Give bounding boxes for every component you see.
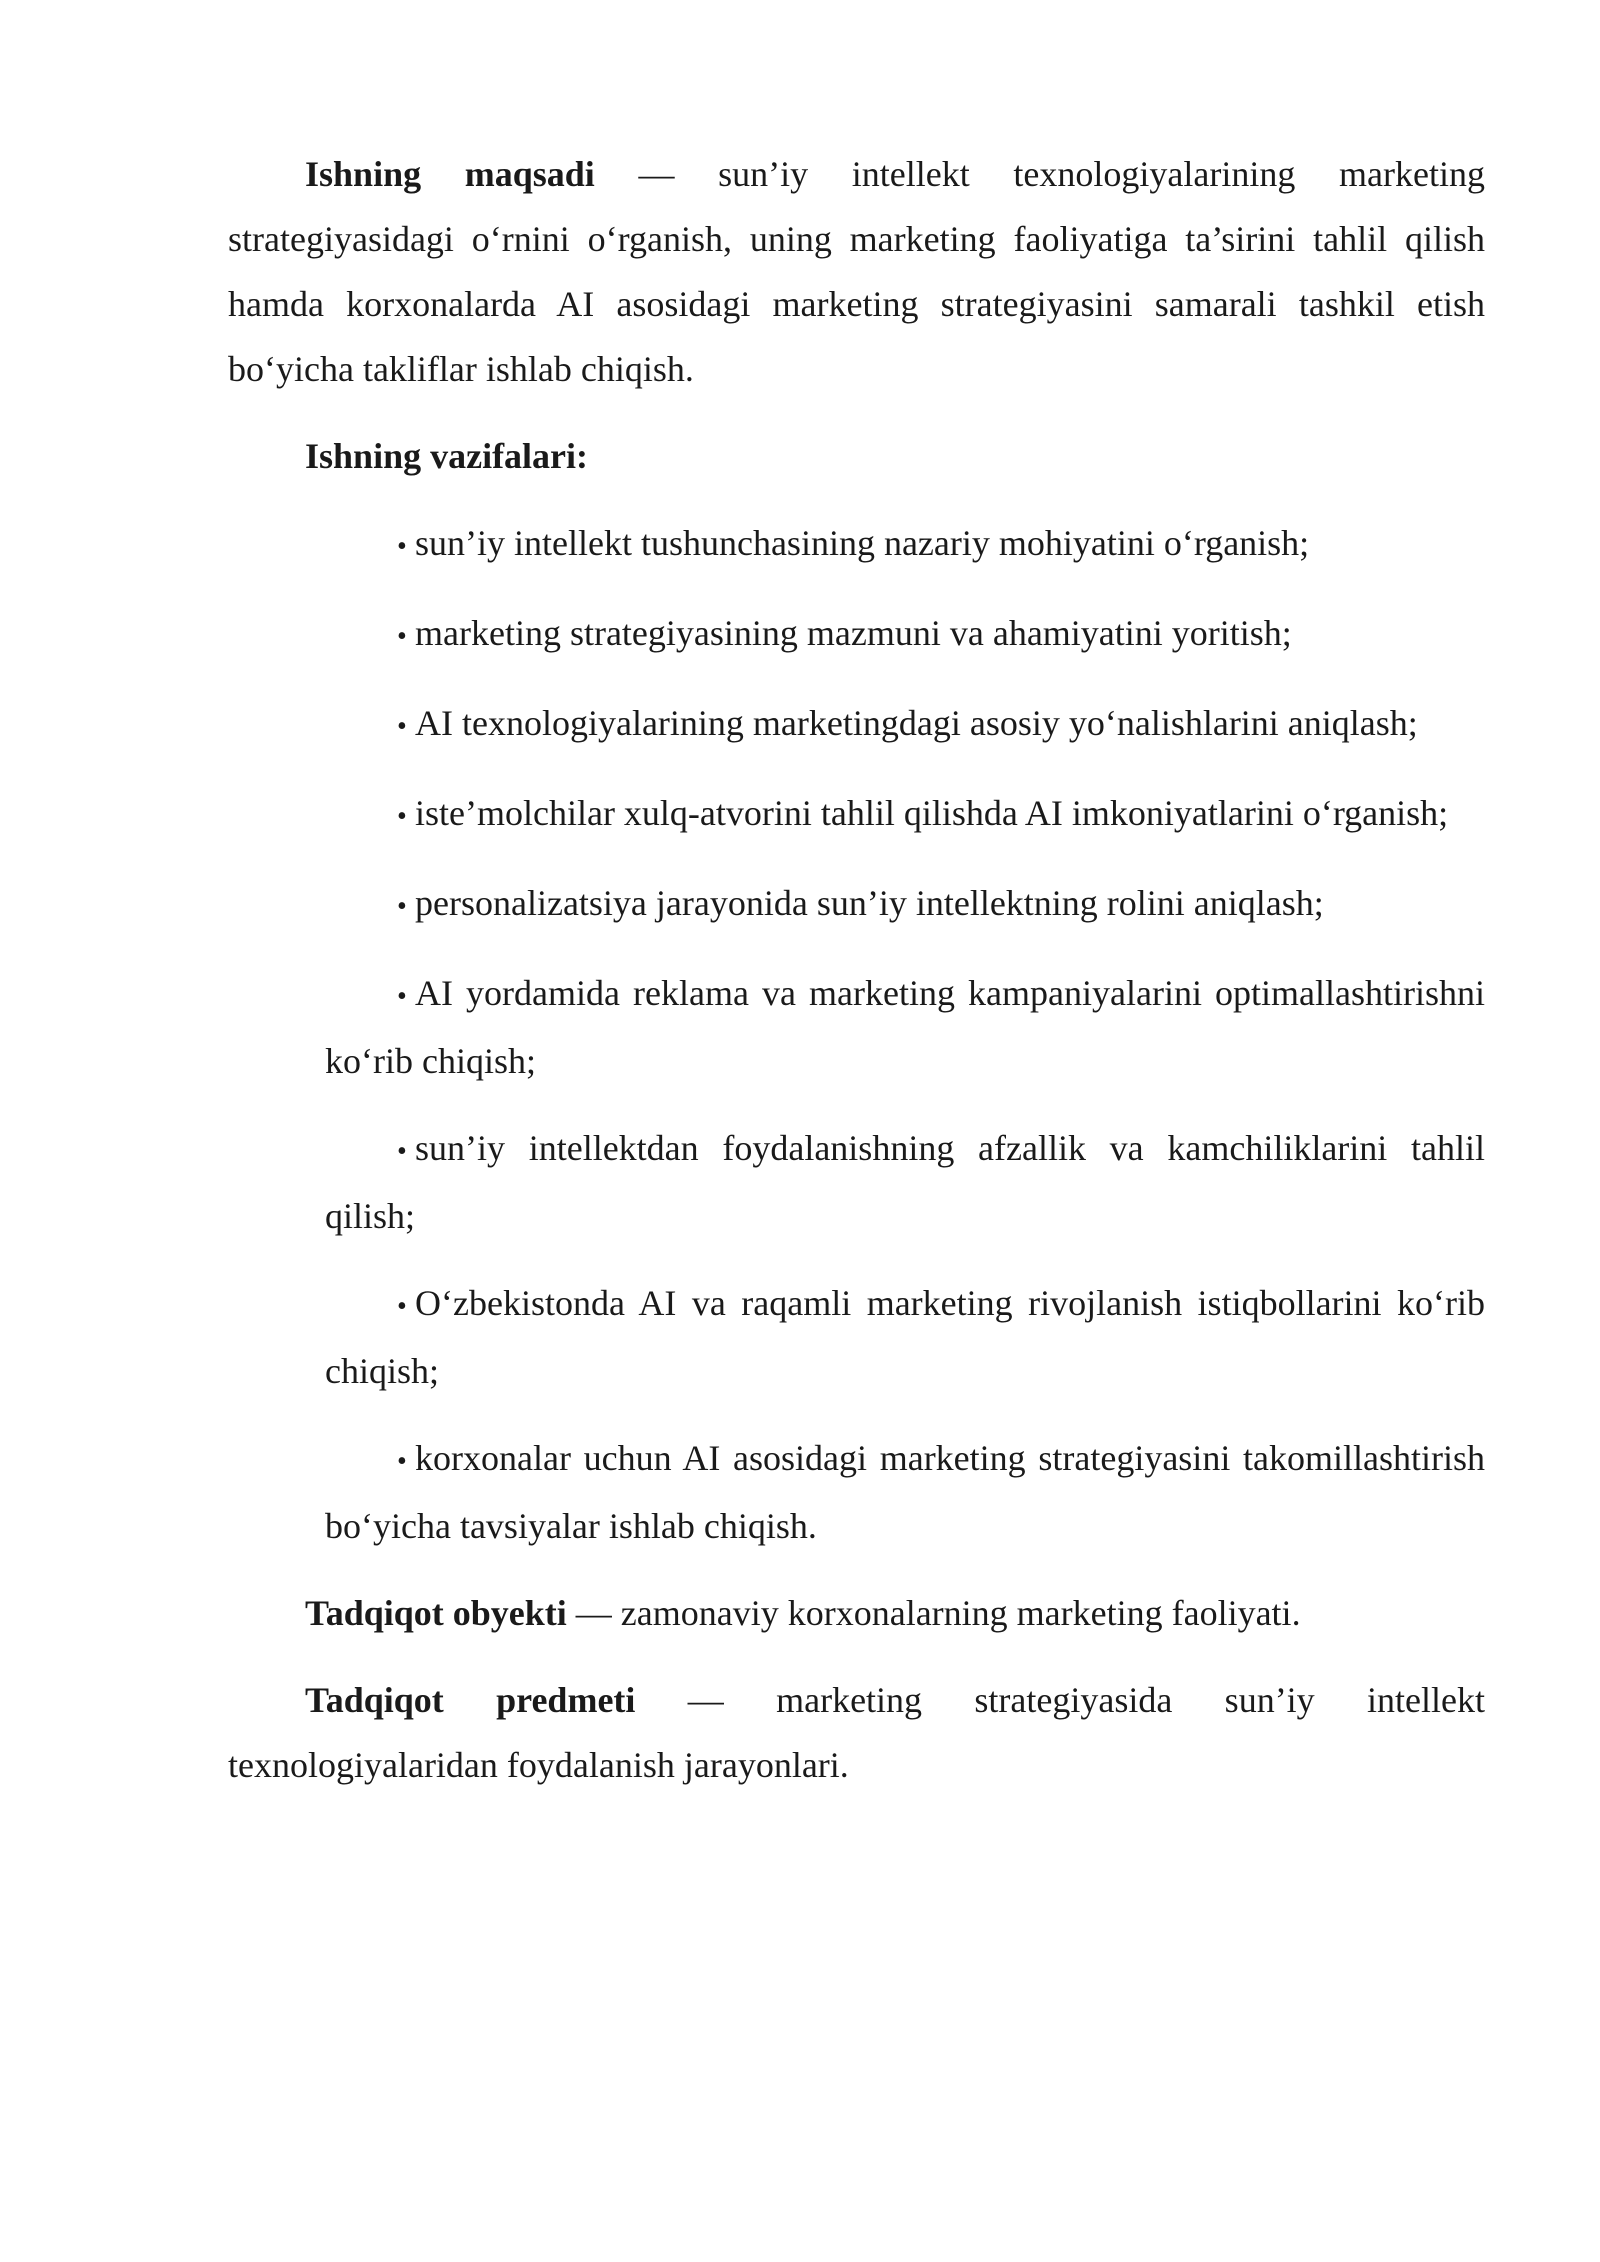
list-item: [325, 601, 1485, 669]
object-lead: Tadqiqot obyekti: [305, 1593, 567, 1633]
bullet-icon: •: [397, 621, 407, 652]
list-item: [325, 691, 1485, 759]
list-item: [325, 871, 1485, 939]
subject-lead: Tadqiqot predmeti: [305, 1680, 636, 1720]
goal-text: — sun’iy intellekt texnologiyalarining marketing strategiyasidagi o‘rnini o‘rganish, uning marketing faoliyatiga ta’sirini tahlil qilish hamda korxonalarda AI asosidagi marketing strategiyasini samarali tashkil etish bo‘yicha takliflar ishlab chiqish.: [228, 154, 1485, 389]
list-item-text: O‘zbekistonda AI va raqamli marketing rivojlanish istiqbollarini ko‘rib chiqish;: [325, 1283, 1485, 1391]
list-item-text: sun’iy intellekt tushunchasining nazariy mohiyatini o‘rganish;: [415, 523, 1310, 563]
subject-text: — marketing strategiyasida sun’iy intellekt texnologiyalaridan foydalanish jarayonlari.: [228, 1680, 1485, 1785]
tasks-list: [228, 511, 1485, 1559]
bullet-icon: •: [397, 981, 407, 1012]
list-item: [325, 1426, 1485, 1559]
list-item: [325, 781, 1485, 849]
list-item-text: iste’molchilar xulq-atvorini tahlil qilishda AI imkoniyatlarini o‘rganish;: [415, 793, 1449, 833]
bullet-icon: •: [397, 801, 407, 832]
list-item: [325, 961, 1485, 1094]
bullet-icon: •: [397, 711, 407, 742]
tasks-heading: Ishning vazifalari:: [305, 436, 589, 476]
bullet-icon: •: [397, 1136, 407, 1167]
list-item-text: korxonalar uchun AI asosidagi marketing strategiyasini takomillashtirish bo‘yicha tavsiyalar ishlab chiqish.: [325, 1438, 1485, 1546]
list-item-text: AI texnologiyalarining marketingdagi asosiy yo‘nalishlarini aniqlash;: [415, 703, 1418, 743]
bullet-icon: •: [397, 891, 407, 922]
list-item: [325, 1116, 1485, 1249]
bullet-icon: •: [397, 1291, 407, 1322]
list-item-text: AI yordamida reklama va marketing kampaniyalarini optimallashtirishni ko‘rib chiqish;: [325, 973, 1485, 1081]
list-item-text: sun’iy intellektdan foydalanishning afzallik va kamchiliklarini tahlil qilish;: [325, 1128, 1485, 1236]
document-page: [228, 142, 1485, 1798]
goal-lead: Ishning maqsadi: [305, 154, 595, 194]
bullet-icon: •: [397, 1446, 407, 1477]
bullet-icon: •: [397, 531, 407, 562]
goal-paragraph: [228, 142, 1485, 402]
list-item: [325, 511, 1485, 579]
list-item-text: marketing strategiyasining mazmuni va ahamiyatini yoritish;: [415, 613, 1292, 653]
object-paragraph: [228, 1581, 1485, 1646]
subject-paragraph: [228, 1668, 1485, 1798]
list-item: [325, 1271, 1485, 1404]
object-text: — zamonaviy korxonalarning marketing faoliyati.: [566, 1593, 1301, 1633]
list-item-text: personalizatsiya jarayonida sun’iy intellektning rolini aniqlash;: [415, 883, 1324, 923]
